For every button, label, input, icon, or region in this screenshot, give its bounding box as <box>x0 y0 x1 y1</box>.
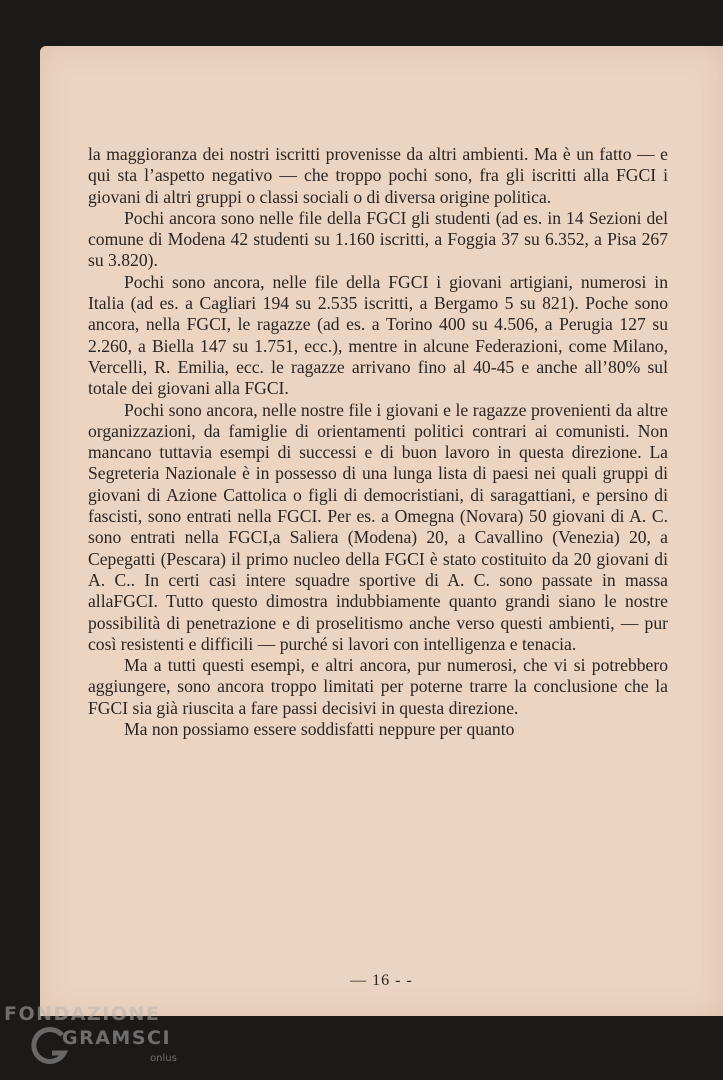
book-page <box>40 46 723 1016</box>
paragraph: la maggioranza dei nostri iscritti provenisse da altri ambienti. Ma è un fatto — e qui sta l’aspetto negativo — che troppo pochi sono, fra gli iscritti alla FGCI i giovani di altri gruppi o classi sociali o di diversa origine politica. <box>88 144 668 207</box>
watermark-line2: GRAMSCI <box>62 1027 172 1049</box>
watermark-logo <box>4 1003 204 1073</box>
page-number: — 16 - - <box>350 972 413 989</box>
paragraph: Ma non possiamo essere soddisfatti neppure per quanto <box>124 719 515 740</box>
paragraph: Pochi ancora sono nelle file della FGCI gli studenti (ad es. in 14 Sezioni del comune di Modena 42 studenti su 1.160 iscritti, a Foggia 37 su 6.352, a Pisa 267 su 3.820). <box>88 207 668 271</box>
paragraph: Pochi sono ancora, nelle nostre file i giovani e le ragazze provenienti da altre organizzazioni, da famiglie di orientamenti politici contrari ai comunisti. Non mancano tuttavia esempi di successi e di buon lavoro in questa direzione. La Segreteria Nazionale è in possesso di una lunga lista di paesi nei quali gruppi di giovani di Azione Cattolica o figli di democristiani, di saragattiani, e persino di fascisti, sono entrati nella FGCI. Per es. a Omegna (Novara) 50 giovani di A. C. sono entrati nella FGCI,a Saliera (Modena) 20, a Cavallino (Venezia) 20, a Cepegatti (Pescara) il primo nucleo della FGCI è stato costituito da 20 giovani di A. C.. In certi casi intere squadre sportive di A. C. sono passate in massa allaFGCI. Tutto questo dimostra indubbiamente quanto grandi siano le nostre possibilità di penetrazione e di proselitismo anche verso questi ambienti, — pur così resistenti e difficili — purché si lavori con intelligenza e tenacia. <box>88 399 668 654</box>
paragraph: Pochi sono ancora, nelle file della FGCI i giovani artigiani, numerosi in Italia (ad es. a Cagliari 194 su 2.535 iscritti, a Bergamo 5 su 821). Poche sono ancora, nella FGCI, le ragazze (ad es. a Torino 400 su 4.506, a Perugia 127 su 2.260, a Biella 147 su 1.751, ecc.), mentre in alcune Federazioni, come Milano, Vercelli, R. Emilia, ecc. le ragazze arrivano fino al 40-45 e anche all’80% sul totale dei giovani alla FGCI. <box>88 271 668 399</box>
watermark-onlus: onlus <box>150 1053 177 1064</box>
paragraph: Ma a tutti questi esempi, e altri ancora, pur numerosi, che vi si potrebbero aggiungere, sono ancora troppo limitati per poterne trarre la conclusione che la FGCI sia già riuscita a fare passi decisivi in questa direzione. <box>88 655 668 718</box>
watermark-line1: FONDAZIONE <box>4 1003 161 1025</box>
body-text <box>88 144 668 740</box>
